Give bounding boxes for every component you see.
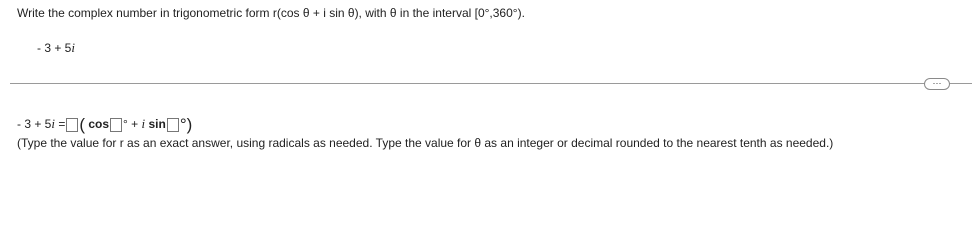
r-input[interactable] [66, 118, 78, 132]
cos-label: cos [88, 117, 110, 131]
given-number-real: - 3 + 5 [37, 41, 72, 55]
theta-cos-input[interactable] [110, 118, 122, 132]
theta-sin-input[interactable] [167, 118, 179, 132]
more-options-button[interactable]: ··· [924, 78, 950, 90]
open-paren: ( [79, 115, 86, 134]
degree-plus: ° + [123, 117, 139, 131]
given-number-imag-unit: i [71, 40, 75, 55]
answer-row [17, 116, 192, 133]
close-paren: °) [179, 115, 193, 134]
equals-sign: = [58, 117, 66, 131]
sin-label: sin [148, 117, 166, 131]
section-divider [10, 83, 972, 84]
answer-lhs-real: - 3 + 5 [17, 117, 52, 131]
i-label: i [141, 116, 146, 131]
answer-hint: (Type the value for r as an exact answer, using radicals as needed. Type the value for θ as an integer or decimal rounded to the nearest tenth as needed.) [17, 136, 834, 150]
given-number [37, 40, 75, 56]
question-prompt: Write the complex number in trigonometric form r(cos θ + i sin θ), with θ in the interval [0°,360°). [17, 6, 525, 20]
answer-lhs-imag-unit: i [51, 116, 55, 131]
